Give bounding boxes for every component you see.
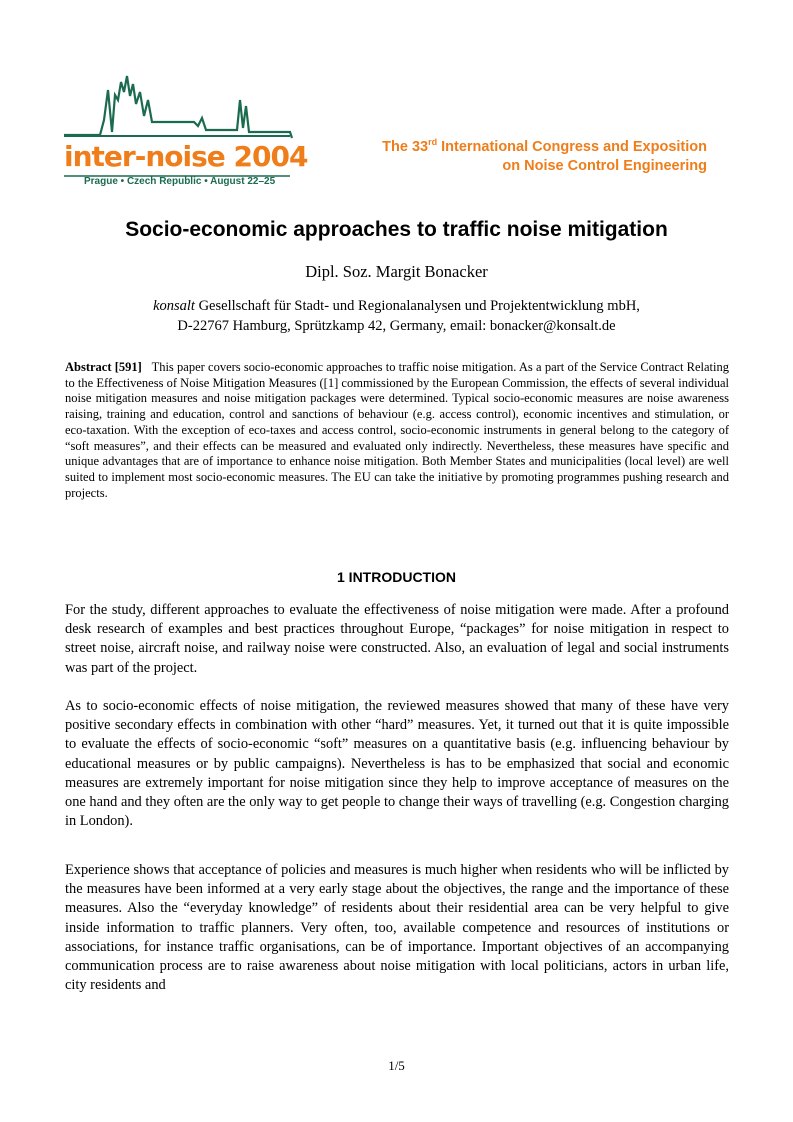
body-paragraph: For the study, different approaches to evaluate the effectiveness of noise mitigation were made. After a profound desk research of examples and best practices throughout Europe, “packages” for noise mitigation in respect to street noise, aircraft noise, and railway noise were constructed. Also, an evaluation of legal and social instruments was part of the project. [65,602,729,676]
conference-logo [62,70,308,195]
conference-ordinal-suffix: rd [428,137,438,147]
conference-line-1 [382,138,707,157]
paper-author: Dipl. Soz. Margit Bonacker [305,262,488,281]
author-affiliation [0,296,793,336]
conference-line-2: on Noise Control Engineering [502,158,707,174]
section-heading: 1 INTRODUCTION [337,569,456,585]
logo-tagline: Prague • Czech Republic • August 22–25 [84,176,276,187]
abstract [65,360,729,501]
logo-wordmark: inter-noise 2004 [64,140,308,173]
conference-name: International Congress and Exposition [437,139,707,155]
paper-title: Socio-economic approaches to traffic noise mitigation [125,218,668,241]
body-paragraph: Experience shows that acceptance of policies and measures is much higher when residents who will be inflicted by the measures have been informed at a very early stage about the objectives, the range and the importance of these measures. Also the “everyday knowledge” of residents about their residential area can be very helpful to give inside information to traffic planners. Very often, too, available competence and resources of institutions or associations, for instance traffic organisations, can be of importance. Important objectives of an accompanying communication process are to raise awareness about noise mitigation with local politicians, actors in urban life, city residents and [65,862,729,994]
affiliation-line-2: D-22767 Hamburg, Sprützkamp 42, Germany, email: bonacker@konsalt.de [177,318,616,334]
affiliation-details: Gesellschaft für Stadt- und Regionalanalysen und Projektentwicklung mbH, [194,298,640,314]
page-number: 1/5 [388,1058,405,1073]
affiliation-company: konsalt [153,298,195,314]
abstract-label: Abstract [591] [65,360,142,374]
body-paragraph: As to socio-economic effects of noise mitigation, the reviewed measures showed that many of these have very positive secondary effects in combination with other “hard” measures. Yet, it turned out that it is quite impossible to evaluate the effects of socio-economic “soft” measures on a quantitative basis (e.g. influencing behaviour by educational measures or by public campaigns). Nevertheless is has to be emphasized that social and economic measures are extremely important for noise mitigation since they help to improve acceptance of measures on the one hand and they often are the only way to get people to change their ways of travelling (e.g. Congestion charging in London). [65,698,729,830]
conference-title [382,138,707,176]
abstract-text: This paper covers socio-economic approaches to traffic noise mitigation. As a part of the Service Contract Relating to the Effectiveness of Noise Mitigation Measures ([1] commissioned by the European Commission, the effects of several individual noise mitigation measures and noise mitigation packages were determined. Typical socio-economic measures are noise awareness raising, training and education, control and sanctions of behaviour (e.g. access control), economic incentives and stimulation, or eco-taxation. With the exception of eco-taxes and access control, socio-economic instruments in general belong to the category of “soft measures”, and their effects can be measured and evaluated only indirectly. Nevertheless, these measures have specific and unique advantages that are of importance to enhance noise mitigation. Both Member States and municipalities (local level) are well suited to implement most socio-economic measures. The EU can take the initiative by promoting programmes pushing research and projects. [65,360,730,500]
conference-ordinal: The 33 [382,139,429,155]
affiliation-line-1 [0,296,793,316]
